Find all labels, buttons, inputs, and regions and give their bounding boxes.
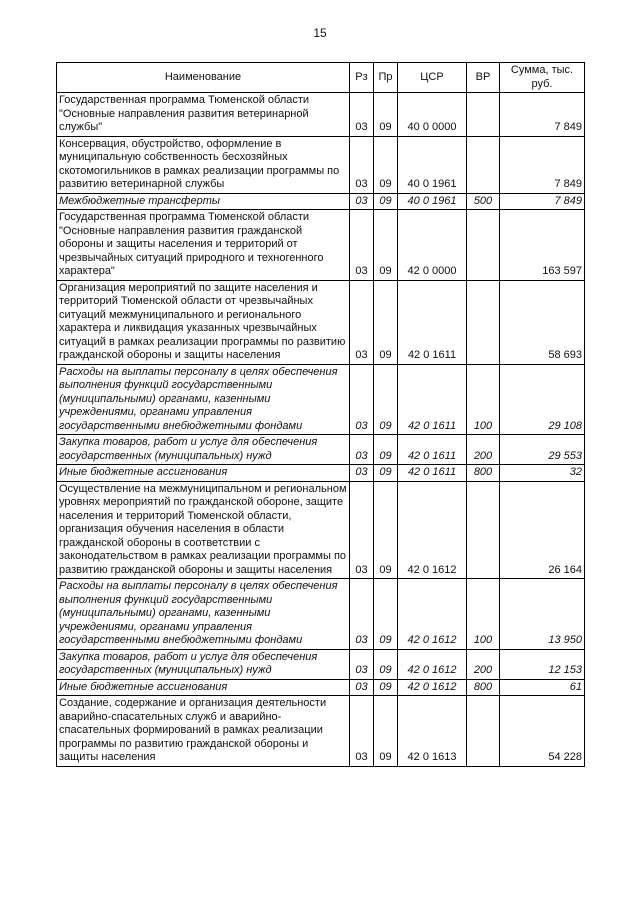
cell-csr: 42 0 1611	[398, 280, 467, 364]
cell-rz: 03	[350, 210, 374, 281]
table-row	[57, 579, 585, 650]
budget-table	[56, 62, 585, 767]
cell-name: Осуществление на межмуниципальном и региональном уровнях мероприятий по гражданской обороне, защите населения и территорий Тюменской области, организация обучения населения в области гражданской обороны в соответствии с законодательством в рамках реализации программы по развитию гражданской обороны и защиты населения	[57, 481, 350, 579]
table-row	[57, 193, 585, 210]
cell-name: Иные бюджетные ассигнования	[57, 465, 350, 482]
cell-pr: 09	[374, 210, 398, 281]
cell-rz: 03	[350, 193, 374, 210]
cell-vr	[467, 136, 500, 193]
header-name: Наименование	[57, 63, 350, 93]
cell-rz: 03	[350, 649, 374, 679]
cell-sum: 7 849	[500, 136, 585, 193]
table-row	[57, 93, 585, 137]
table-row	[57, 679, 585, 696]
cell-csr: 42 0 1612	[398, 579, 467, 650]
cell-pr: 09	[374, 364, 398, 435]
cell-vr: 100	[467, 364, 500, 435]
cell-vr: 800	[467, 465, 500, 482]
cell-csr: 42 0 1612	[398, 649, 467, 679]
table-row	[57, 649, 585, 679]
cell-pr: 09	[374, 93, 398, 137]
cell-pr: 09	[374, 435, 398, 465]
cell-vr: 500	[467, 193, 500, 210]
table-row	[57, 280, 585, 364]
cell-pr: 09	[374, 649, 398, 679]
cell-rz: 03	[350, 364, 374, 435]
cell-rz: 03	[350, 435, 374, 465]
cell-sum: 61	[500, 679, 585, 696]
cell-vr	[467, 280, 500, 364]
table-row	[57, 435, 585, 465]
cell-rz: 03	[350, 696, 374, 767]
page-number: 15	[313, 26, 327, 40]
cell-name: Расходы на выплаты персоналу в целях обеспечения выполнения функций государственными (муниципальными) органами, казенными учреждениями, органами управления государственными внебюджетными фондами	[57, 579, 350, 650]
table-row	[57, 465, 585, 482]
cell-sum: 26 164	[500, 481, 585, 579]
cell-pr: 09	[374, 136, 398, 193]
cell-vr: 800	[467, 679, 500, 696]
cell-pr: 09	[374, 481, 398, 579]
table-row	[57, 696, 585, 767]
header-pr: Пр	[374, 63, 398, 93]
cell-name: Межбюджетные трансферты	[57, 193, 350, 210]
cell-name: Консервация, обустройство, оформление в муниципальную собственность бесхозяйных скотомогильников в рамках реализации программы по развитию ветеринарной службы	[57, 136, 350, 193]
cell-rz: 03	[350, 93, 374, 137]
cell-sum: 29 108	[500, 364, 585, 435]
cell-pr: 09	[374, 280, 398, 364]
cell-csr: 42 0 0000	[398, 210, 467, 281]
cell-csr: 42 0 1611	[398, 465, 467, 482]
table-row	[57, 364, 585, 435]
cell-sum: 7 849	[500, 193, 585, 210]
cell-pr: 09	[374, 193, 398, 210]
table-row	[57, 210, 585, 281]
cell-sum: 13 950	[500, 579, 585, 650]
cell-vr	[467, 696, 500, 767]
cell-name: Закупка товаров, работ и услуг для обеспечения государственных (муниципальных) нужд	[57, 649, 350, 679]
cell-csr: 42 0 1612	[398, 481, 467, 579]
cell-name: Государственная программа Тюменской области "Основные направления развития гражданской обороны и защиты населения и территорий от чрезвычайных ситуаций природного и техногенного характера"	[57, 210, 350, 281]
cell-pr: 09	[374, 696, 398, 767]
cell-pr: 09	[374, 465, 398, 482]
cell-rz: 03	[350, 679, 374, 696]
table-row	[57, 136, 585, 193]
cell-csr: 40 0 1961	[398, 193, 467, 210]
cell-csr: 40 0 1961	[398, 136, 467, 193]
cell-vr: 200	[467, 435, 500, 465]
cell-name: Иные бюджетные ассигнования	[57, 679, 350, 696]
cell-name: Закупка товаров, работ и услуг для обеспечения государственных (муниципальных) нужд	[57, 435, 350, 465]
cell-sum: 32	[500, 465, 585, 482]
cell-rz: 03	[350, 136, 374, 193]
cell-sum: 54 228	[500, 696, 585, 767]
cell-vr: 200	[467, 649, 500, 679]
header-rz: Рз	[350, 63, 374, 93]
cell-sum: 12 153	[500, 649, 585, 679]
cell-name: Организация мероприятий по защите населения и территорий Тюменской области от чрезвычайных ситуаций межмуниципального и регионального характера и ликвидация указанных чрезвычайных ситуаций в рамках реализации программы по развитию гражданской обороны и защиты населения	[57, 280, 350, 364]
header-csr: ЦСР	[398, 63, 467, 93]
cell-rz: 03	[350, 465, 374, 482]
header-vr: ВР	[467, 63, 500, 93]
cell-vr: 100	[467, 579, 500, 650]
cell-sum: 29 553	[500, 435, 585, 465]
table-header-row	[57, 63, 585, 93]
cell-csr: 42 0 1612	[398, 679, 467, 696]
table-row	[57, 481, 585, 579]
cell-name: Расходы на выплаты персоналу в целях обеспечения выполнения функций государственными (муниципальными) органами, казенными учреждениями, органами управления государственными внебюджетными фондами	[57, 364, 350, 435]
cell-rz: 03	[350, 280, 374, 364]
cell-csr: 40 0 0000	[398, 93, 467, 137]
cell-csr: 42 0 1611	[398, 364, 467, 435]
cell-csr: 42 0 1613	[398, 696, 467, 767]
cell-vr	[467, 93, 500, 137]
cell-rz: 03	[350, 579, 374, 650]
cell-sum: 58 693	[500, 280, 585, 364]
cell-name: Создание, содержание и организация деятельности аварийно-спасательных служб и аварийно-спасательных формирований в рамках реализации программы по развитию гражданской обороны и защиты населения	[57, 696, 350, 767]
cell-csr: 42 0 1611	[398, 435, 467, 465]
cell-vr	[467, 481, 500, 579]
cell-sum: 7 849	[500, 93, 585, 137]
cell-pr: 09	[374, 679, 398, 696]
header-sum: Сумма, тыс. руб.	[500, 63, 585, 93]
cell-vr	[467, 210, 500, 281]
cell-name: Государственная программа Тюменской области "Основные направления развития ветеринарной службы"	[57, 93, 350, 137]
cell-sum: 163 597	[500, 210, 585, 281]
cell-rz: 03	[350, 481, 374, 579]
cell-pr: 09	[374, 579, 398, 650]
table-body	[57, 93, 585, 767]
